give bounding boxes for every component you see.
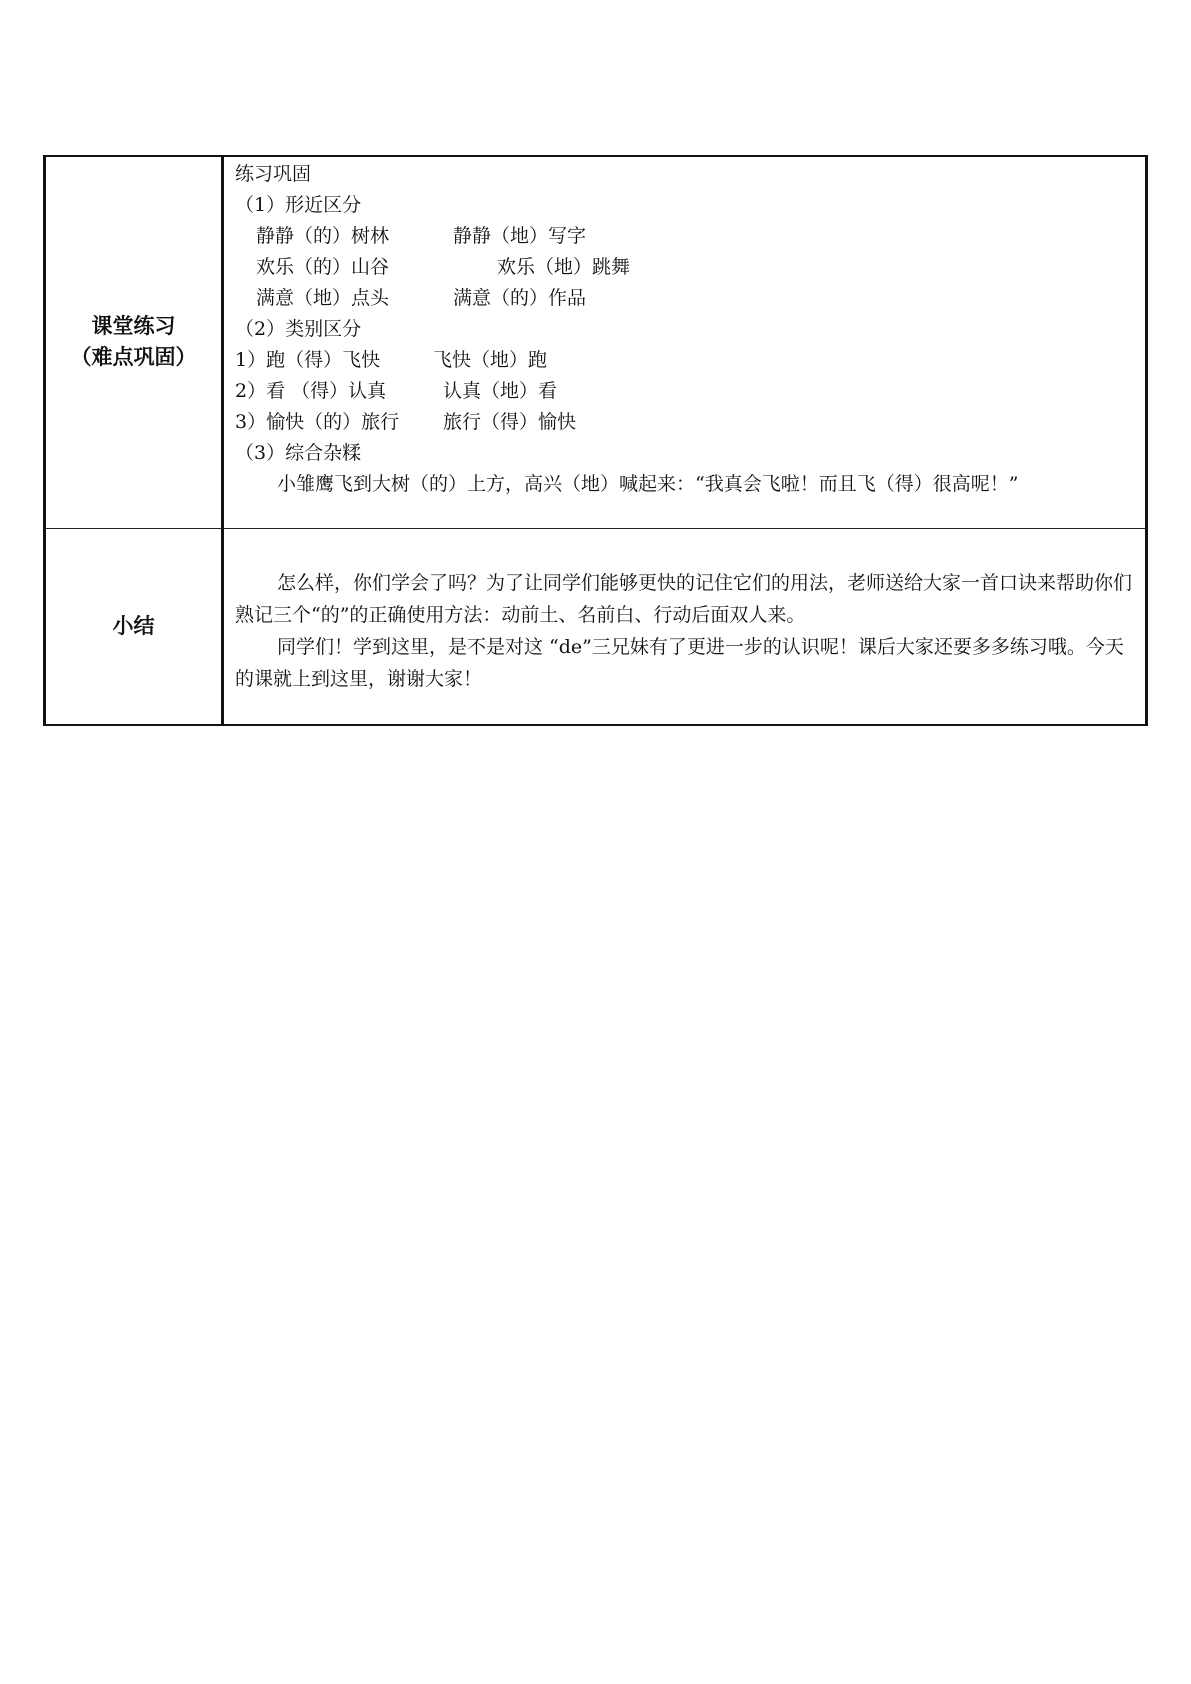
- section3-paragraph: 小雏鹰飞到大树（的）上方，高兴（地）喊起来：“我真会飞啦！而且飞（得）很高呢！”: [277, 473, 1019, 495]
- section2-item-right: 认真（地）看: [443, 380, 558, 402]
- practice-label: 课堂练习: [91, 314, 176, 339]
- summary-label: 小结: [112, 613, 155, 638]
- section2-item: [235, 376, 1137, 407]
- summary-label-cell: [45, 528, 223, 725]
- summary-row: [45, 528, 1147, 725]
- section2-item-right: 旅行（得）愉快: [443, 411, 577, 433]
- section2-item: [235, 407, 1137, 438]
- section1-item-left: 欢乐（的）山谷: [256, 256, 390, 278]
- section2-item-left: 1）跑（得）飞快: [235, 349, 381, 371]
- practice-title: 练习巩固: [235, 163, 312, 185]
- summary-paragraph: 怎么样，你们学会了吗？为了让同学们能够更快的记住它们的用法，老师送给大家一首口诀来帮助你们熟记三个“的”的正确使用方法：动前土、名前白、行动后面双人来。: [235, 571, 1133, 626]
- section2-item-right: 飞快（地）跑: [433, 349, 548, 371]
- section1-item: [235, 252, 1137, 283]
- practice-label-cell: [45, 156, 223, 528]
- section2-item-left: 2）看 （得）认真: [235, 380, 387, 402]
- section1-item-right: 满意（的）作品: [453, 287, 587, 309]
- section1-item-right: 静静（地）写字: [453, 225, 587, 247]
- summary-paragraph: 同学们！学到这里，是不是对这 “de”三兄妹有了更进一步的认识呢！课后大家还要多多练习哦。今天的课就上到这里，谢谢大家！: [235, 635, 1124, 690]
- summary-content-cell: [223, 528, 1147, 725]
- section3-heading: （3）综合杂糅: [235, 442, 362, 464]
- lesson-table: [43, 155, 1148, 726]
- section2-heading: （2）类别区分: [235, 318, 362, 340]
- practice-content-cell: [223, 156, 1147, 528]
- section2-item: [235, 345, 1137, 376]
- practice-row: [45, 156, 1147, 528]
- section1-item: [235, 283, 1137, 314]
- section1-item-left: 静静（的）树林: [256, 225, 390, 247]
- section1-item: [235, 221, 1137, 252]
- section1-heading: （1）形近区分: [235, 194, 362, 216]
- section1-item-left: 满意（地）点头: [256, 287, 390, 309]
- practice-sublabel: （难点巩固）: [70, 345, 197, 370]
- section1-item-right: 欢乐（地）跳舞: [497, 256, 631, 278]
- section2-item-left: 3）愉快（的）旅行: [235, 411, 400, 433]
